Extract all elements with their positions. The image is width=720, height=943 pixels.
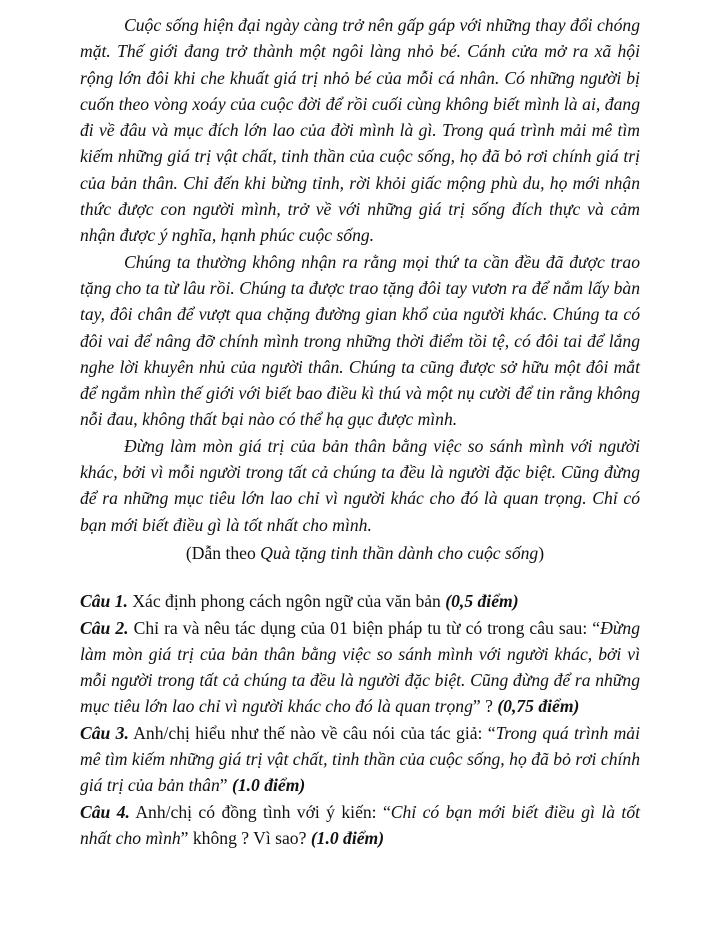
- question-after-quote: ” không ? Vì sao?: [180, 827, 311, 848]
- passage-source: [80, 540, 640, 566]
- document-page: [80, 12, 640, 851]
- question-1: [80, 588, 640, 614]
- question-list: [80, 588, 640, 851]
- question-quote: Đừng làm mòn giá trị của bản thân bằng việc so sánh mình với người khác, bởi vì mỗi người trong tất cả chúng ta đều là người đặc biệt. Cũng đừng để ra những mục tiêu lớn lao chỉ vì người khác cho đó là quan trọng: [80, 617, 640, 717]
- question-score: (1.0 điểm): [310, 827, 385, 848]
- question-text: Anh/chị có đồng tình với ý kiến: “: [129, 801, 391, 822]
- source-prefix: (Dẫn theo: [185, 542, 261, 563]
- passage-paragraph-1: Cuộc sống hiện đại ngày càng trở nên gấp gáp với những thay đổi chóng mặt. Thế giới đang trở thành một ngôi làng nhỏ bé. Cánh cửa mở ra xã hội rộng lớn đôi khi che khuất giá trị nhỏ bé của mỗi cá nhân. Có những người bị cuốn theo vòng xoáy của cuộc đời để rồi cuối cùng không biết mình là ai, đang đi về đâu và mục đích lớn lao của đời mình là gì. Trong quá trình mải mê tìm kiếm những giá trị vật chất, tinh thần của cuộc sống, họ đã bỏ rơi chính giá trị của bản thân. Chỉ đến khi bừng tỉnh, rời khỏi giấc mộng phù du, họ mới nhận thức được con người mình, trở về với những giá trị sống đích thực và cảm nhận được ý nghĩa, hạnh phúc cuộc sống.: [80, 15, 640, 246]
- question-text: Xác định phong cách ngôn ngữ của văn bản: [127, 591, 446, 612]
- question-score: (0,5 điểm): [445, 591, 519, 612]
- question-label: Câu 3.: [80, 722, 129, 743]
- question-quote: Chỉ có bạn mới biết điều gì là tốt nhất cho mình: [80, 801, 640, 848]
- reading-passage: [80, 12, 640, 566]
- question-3: [80, 720, 640, 799]
- question-label: Câu 4.: [80, 801, 130, 822]
- question-quote: Trong quá trình mải mê tìm kiếm những giá trị vật chất, tinh thần của cuộc sống, họ đã bỏ rơi chính giá trị của bản thân: [80, 722, 640, 796]
- question-score: (1.0 điểm): [232, 775, 306, 796]
- question-label: Câu 1.: [80, 591, 128, 612]
- source-title: Quà tặng tinh thần dành cho cuộc sống: [260, 542, 539, 563]
- question-text: Chỉ ra và nêu tác dụng của 01 biện pháp tu từ có trong câu sau: “: [128, 617, 601, 638]
- question-text: Anh/chị hiểu như thế nào về câu nói của tác giả: “: [128, 722, 496, 743]
- question-label: Câu 2.: [80, 617, 129, 638]
- question-after-quote: ” ?: [472, 696, 498, 717]
- passage-paragraph-3: Đừng làm mòn giá trị của bản thân bằng việc so sánh mình với người khác, bởi vì mỗi người trong tất cả chúng ta đều là người đặc biệt. Cũng đừng để ra những mục tiêu lớn lao chỉ vì người khác cho đó là quan trọng. Chỉ có bạn mới biết điều gì là tốt nhất cho mình.: [80, 435, 640, 535]
- question-score: (0,75 điểm): [497, 696, 580, 717]
- question-after-quote: ”: [219, 775, 232, 796]
- source-suffix: ): [538, 542, 545, 563]
- passage-paragraph-2: Chúng ta thường không nhận ra rằng mọi thứ ta cần đều đã được trao tặng cho ta từ lâu rồi. Chúng ta được trao tặng đôi tay vươn ra để nắm lấy bàn tay, đôi chân để vượt qua chặng đường gian khổ của người khác. Chúng ta có đôi vai để nâng đỡ chính mình trong những thời điểm tồi tệ, có đôi tai để lắng nghe lời khuyên nhủ của người thân. Chúng ta cũng được sở hữu một đôi mắt để ngắm nhìn thế giới với biết bao điều kì thú và một nụ cười để tin rằng không nỗi đau, không thất bại nào có thể hạ gục được mình.: [80, 251, 640, 430]
- question-4: [80, 799, 640, 852]
- question-2: [80, 615, 640, 720]
